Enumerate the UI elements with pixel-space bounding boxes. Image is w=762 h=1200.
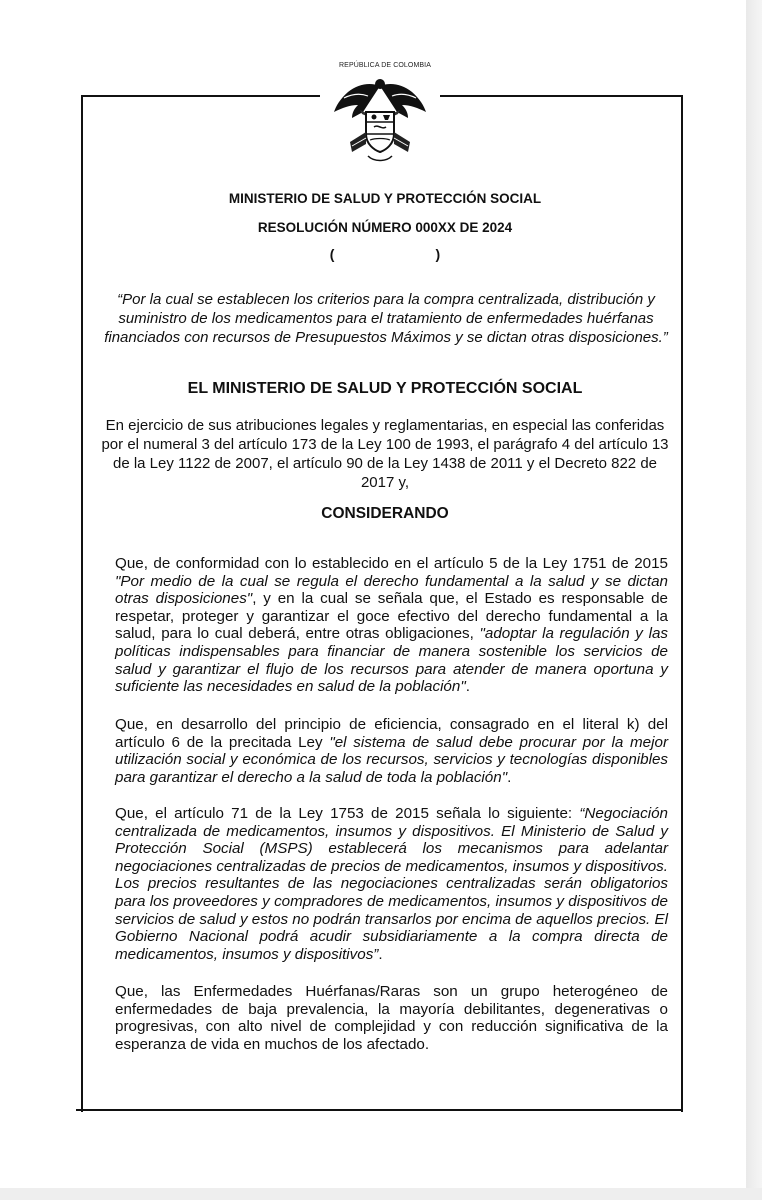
p1-text-c: , y en la cual se señala que, el Estado es responsable de respetar, proteger y garantizar el goce efectivo del derecho fundamental a la salud, para lo cual deberá, entre otras obligaciones,	[115, 590, 668, 643]
resolution-number: RESOLUCIÓN NÚMERO 000XX DE 2024	[257, 220, 513, 235]
authority-heading: EL MINISTERIO DE SALUD Y PROTECCIÓN SOCIAL	[187, 380, 583, 397]
p2-text-a: Que, en desarrollo del principio de eficiencia, consagrado en el literal k) del artículo 6 de la precitada Ley	[115, 716, 668, 751]
p3-text-c: .	[378, 945, 383, 963]
p1-quote-obligation: "adoptar la regulación y las políticas indispensables para financiar de manera sostenible los servicios de salud y garantizar el flujo de los recursos para atender de manera oportuna y suficiente las necesidades en salud de la población"	[115, 625, 668, 696]
intro-paragraph: En ejercicio de sus atribuciones legales y reglamentarias, en especial las conferidas por el numeral 3 del artículo 173 de la Ley 100 de 1993, el parágrafo 4 del artículo 13 de la Ley 1122 de 2007, el artículo 90 de la Ley 1438 de 2011 y el Decreto 822 de 2017 y,	[101, 417, 669, 491]
resolution-date-placeholder: ( )	[329, 246, 441, 262]
considerando-paragraph-2	[115, 716, 668, 786]
page-edge-shadow	[746, 0, 762, 1200]
republic-label: REPÚBLICA DE COLOMBIA	[339, 62, 431, 69]
p1-text-e: .	[465, 678, 470, 696]
resolution-title: “Por la cual se establecen los criterios para la compra centralizada, distribución y suministro de los medicamentos para el tratamiento de enfermedades huérfanas financiados con recursos de Presupuestos Máximos y se dictan otras disposiciones.”	[104, 291, 668, 346]
coat-of-arms-icon	[330, 72, 430, 172]
document-frame-bottom	[76, 1109, 683, 1111]
p2-quote: "el sistema de salud debe procurar por la mejor utilización social y económica de los recursos, servicios y tecnologías disponibles para garantizar el derecho a la salud de toda la población"	[115, 733, 668, 786]
considerando-paragraph-4: Que, las Enfermedades Huérfanas/Raras son un grupo heterogéneo de enfermedades de baja prevalencia, la mayoría debilitantes, degenerativas o progresivas, con alto nivel de complejidad y con reducción significativa de la esperanza de vida en muchos de los afectado.	[115, 983, 668, 1053]
p1-text-a: Que, de conformidad con lo establecido en el artículo 5 de la Ley 1751 de 2015	[115, 555, 668, 572]
p3-text-a: Que, el artículo 71 de la Ley 1753 de 2015 señala lo siguiente:	[115, 805, 580, 822]
p3-quote: “Negociación centralizada de medicamentos, insumos y dispositivos. El Ministerio de Salud y Protección Social (MSPS) establecerá los mecanismos para adelantar negociaciones centralizadas de precios de medicamentos, insumos y dispositivos. Los precios resultantes de las negociaciones centralizadas serán obligatorios para los proveedores y compradores de medicamentos, insumos y dispositivos de servicios de salud y estos no podrán transarlos por encima de aquellos precios. El Gobierno Nacional podrá acudir subsidiariamente a la compra directa de medicamentos, insumos y dispositivos”	[115, 805, 668, 963]
p1-quote-law: "Por medio de la cual se regula el derecho fundamental a la salud y se dictan otras disposiciones"	[115, 572, 668, 608]
considerando-heading: CONSIDERANDO	[321, 505, 449, 522]
p2-text-c: .	[507, 768, 512, 786]
considerando-paragraph-3	[115, 805, 668, 963]
considerando-paragraph-1	[115, 555, 668, 696]
ministry-heading: MINISTERIO DE SALUD Y PROTECCIÓN SOCIAL	[228, 191, 542, 206]
bottom-edge-shadow	[0, 1188, 762, 1200]
